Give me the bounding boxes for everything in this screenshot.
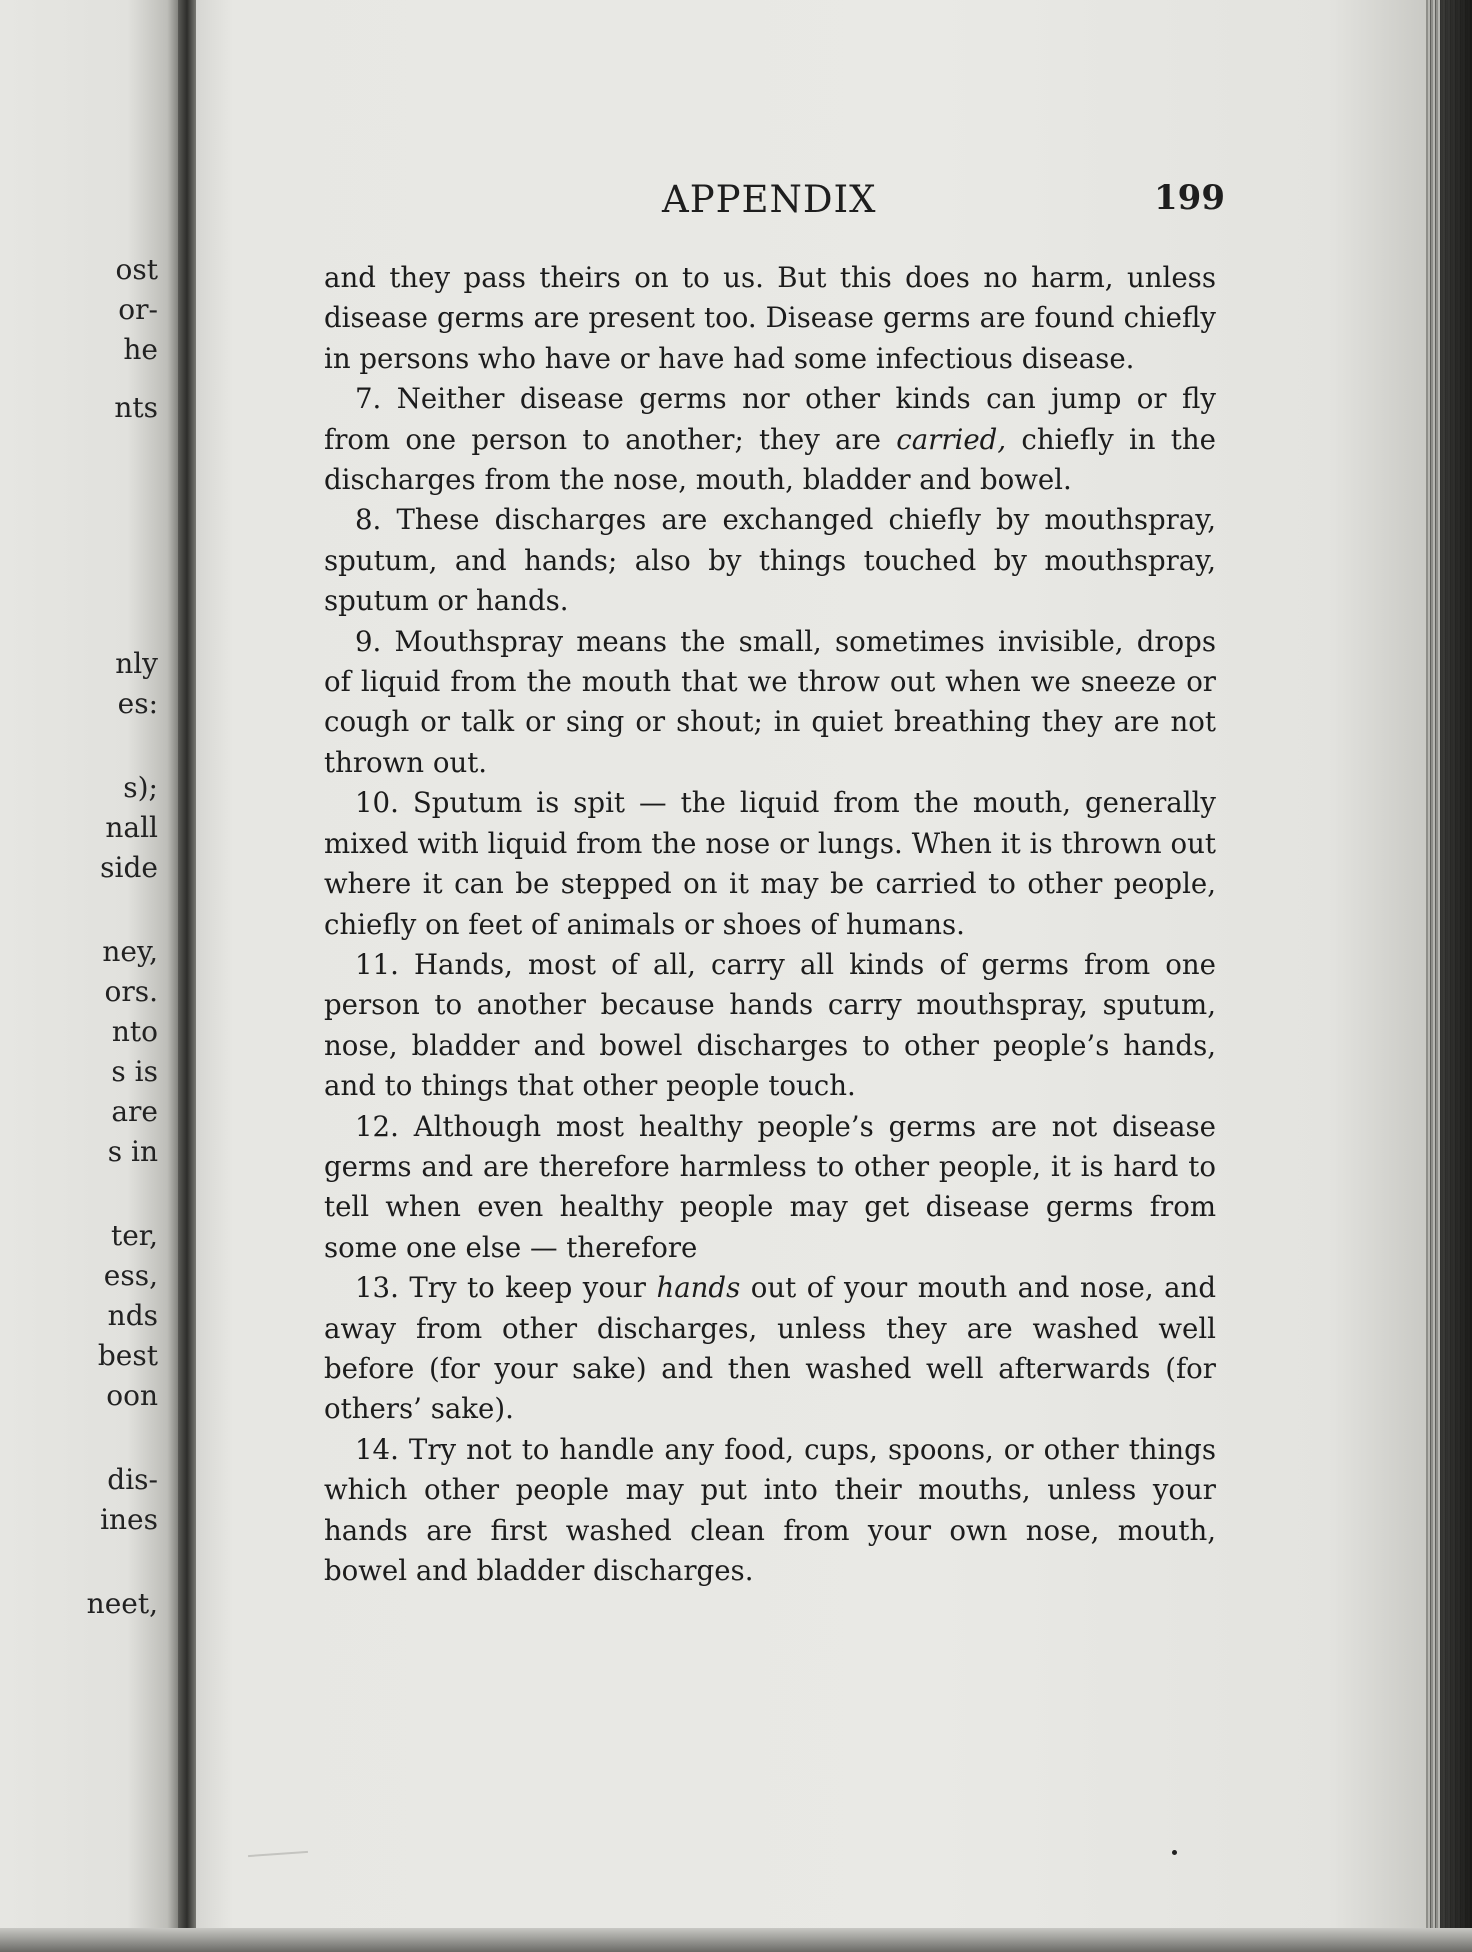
facing-page-text: side	[100, 851, 158, 884]
facing-page-text: nts	[114, 391, 158, 424]
paragraph-text: out of your mouth and nose, and away from other discharges, unless they are washed well before (for your sake) and then washed well afterwards (for others’ sake).	[324, 1271, 1216, 1426]
facing-page-text: nall	[105, 811, 158, 844]
ink-speck	[1172, 1850, 1177, 1855]
emphasized-text: carried,	[896, 422, 1007, 456]
running-head: APPENDIX	[662, 178, 877, 221]
facing-page-text: s is	[111, 1055, 158, 1088]
facing-page-text: ess,	[103, 1259, 158, 1292]
facing-page-text: best	[97, 1339, 158, 1372]
facing-page-text: s in	[107, 1135, 158, 1168]
scan-bottom-edge	[0, 1928, 1472, 1952]
facing-page-text: nly	[115, 647, 158, 680]
page-number: 199	[1154, 178, 1225, 218]
facing-page-text: ney,	[102, 935, 158, 968]
cover-edge	[1440, 0, 1472, 1952]
facing-page-text: ter,	[110, 1219, 158, 1252]
facing-page-text: nto	[111, 1015, 158, 1048]
facing-page-text: nds	[107, 1299, 158, 1332]
paragraph-8: 8. These discharges are exchanged chiefly by mouthspray, sputum, and hands; also by things touched by mouthspray, sputum or hands.	[324, 503, 1216, 618]
paragraph-12: 12. Although most healthy people’s germs are not disease germs and are therefore harmless to other people, it is hard to tell when even healthy people may get disease germs from some one else — therefore	[324, 1109, 1216, 1264]
paragraph-10: 10. Sputum is spit — the liquid from the mouth, generally mixed with liquid from the nose or lungs. When it is thrown out where it can be stepped on it may be carried to other people, chiefly on feet of animals or shoes of humans.	[324, 786, 1216, 941]
paragraph-9: 9. Mouthspray means the small, sometimes invisible, drops of liquid from the mouth that we throw out when we sneeze or cough or talk or sing or shout; in quiet breathing they are not thrown out.	[324, 624, 1216, 779]
facing-page-text: dis-	[107, 1463, 158, 1496]
facing-page-text: oon	[106, 1379, 158, 1412]
paragraph-text: 13. Try to keep your	[355, 1271, 657, 1305]
facing-page-text: ines	[100, 1503, 158, 1536]
body-text	[324, 258, 1216, 1591]
facing-page-text: es:	[117, 687, 158, 720]
facing-page-text: or-	[118, 293, 158, 326]
facing-page-text: neet,	[86, 1587, 158, 1620]
facing-page-text: ors.	[104, 975, 158, 1008]
paragraph-13	[324, 1268, 1216, 1430]
book-gutter	[178, 0, 198, 1952]
emphasized-text: hands	[656, 1271, 741, 1305]
facing-page-text: he	[123, 333, 158, 366]
paragraph-7	[324, 379, 1216, 500]
paragraph-continuation: and they pass theirs on to us. But this does no harm, unless disease germs are present too. Disease germs are found chiefly in persons who have or have had some infectious disease.	[324, 261, 1216, 375]
facing-page-text: ost	[115, 253, 158, 286]
paragraph-text: 7. Neither disease germs nor other kinds can jump or fly from one person to another; they are	[324, 382, 1216, 456]
facing-page-fragment	[0, 0, 182, 1952]
paragraph-14: 14. Try not to handle any food, cups, spoons, or other things which other people may put into their mouths, unless your hands are first washed clean from your own nose, mouth, bowel and bladder discharges.	[324, 1432, 1216, 1587]
facing-page-text: are	[111, 1095, 158, 1128]
paragraph-11: 11. Hands, most of all, carry all kinds of germs from one person to another because hands carry mouthspray, sputum, nose, bladder and bowel discharges to other people’s hands, and to things that other people touch.	[324, 947, 1216, 1103]
facing-page-text: s);	[123, 771, 158, 804]
paragraph-text: chiefly in the discharges from the nose, mouth, bladder and bowel.	[324, 422, 1216, 497]
